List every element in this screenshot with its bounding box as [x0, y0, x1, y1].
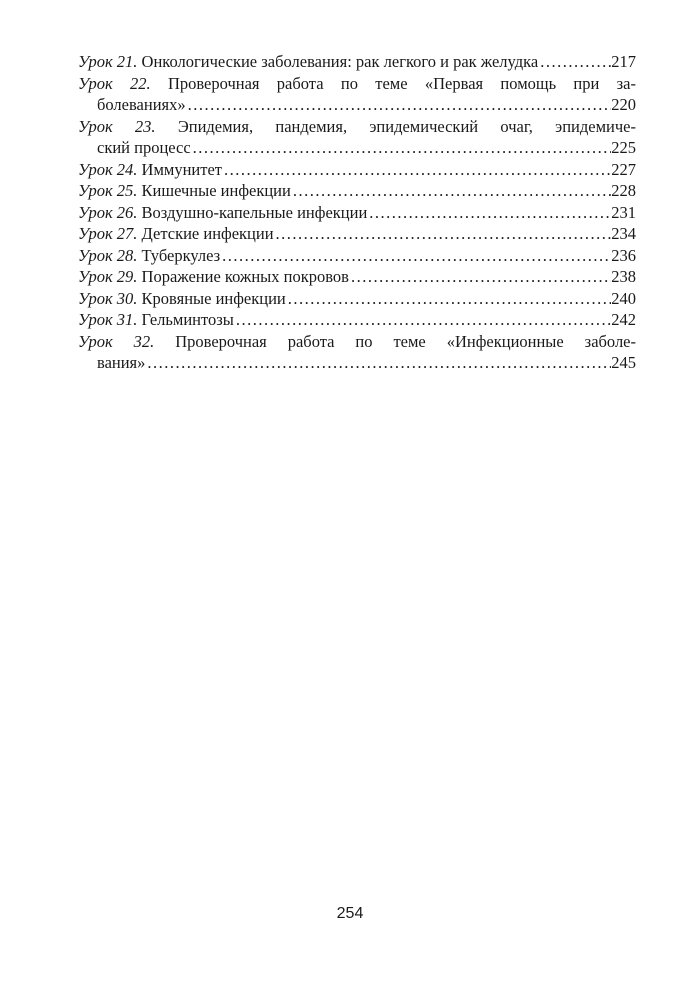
lesson-title: Иммунитет: [141, 159, 223, 179]
dot-leader: [540, 51, 611, 73]
lesson-label: Урок 21.: [78, 52, 138, 71]
page-number: 254: [336, 905, 364, 922]
dot-leader: [293, 180, 611, 202]
lesson-title-line1: Эпидемия, пандемия, эпидемический очаг, эпидемиче-: [177, 116, 636, 136]
toc-page-number: 245: [611, 353, 636, 372]
toc-entry: [78, 116, 636, 138]
toc-page-number: 231: [611, 202, 636, 222]
lesson-title: Воздушно-капельные инфекции: [141, 202, 368, 222]
toc-list: [78, 51, 636, 374]
lesson-title-line1: Проверочная работа по теме «Первая помощь при за-: [167, 73, 636, 93]
lesson-label: Урок 23.: [78, 116, 156, 136]
lesson-label: Урок 25.: [78, 181, 138, 200]
dot-leader: [147, 352, 611, 374]
dot-leader: [224, 159, 611, 181]
lesson-title: Онкологические заболевания: рак легкого и рак желудка: [141, 52, 539, 71]
toc-page-number: 227: [611, 159, 636, 179]
dot-leader: [193, 137, 612, 159]
lesson-label: Урок 32.: [78, 331, 155, 351]
lesson-title: Кишечные инфекции: [141, 181, 291, 200]
lesson-label: Урок 30.: [78, 288, 138, 308]
toc-entry: [78, 288, 636, 310]
lesson-title: Поражение кожных покровов: [141, 267, 349, 286]
lesson-title: Гельминтозы: [141, 310, 234, 329]
dot-leader: [276, 223, 612, 245]
lesson-label: Урок 29.: [78, 267, 138, 286]
toc-page-number: 236: [611, 245, 636, 265]
toc-page-number: 228: [611, 181, 636, 200]
lesson-label: Урок 24.: [78, 159, 138, 179]
dot-leader: [288, 288, 611, 310]
lesson-title-line2: болеваниях»: [97, 95, 186, 114]
lesson-title-line2: вания»: [97, 353, 146, 372]
toc-entry: [78, 245, 636, 267]
lesson-label: Урок 26.: [78, 202, 138, 222]
toc-entry: [78, 223, 636, 245]
toc-page-number: 234: [611, 224, 636, 243]
dot-leader: [236, 309, 611, 331]
lesson-label: Урок 28.: [78, 245, 138, 265]
toc-page-number: 240: [611, 288, 636, 308]
dot-leader: [351, 266, 611, 288]
lesson-title: Кровяные инфекции: [141, 288, 286, 308]
lesson-title-line1: Проверочная работа по теме «Инфекционные заболе-: [175, 331, 636, 351]
toc-entry: [78, 309, 636, 331]
toc-entry-continuation: [78, 352, 636, 374]
toc-page-number: 217: [611, 52, 636, 71]
toc-page-number: 220: [611, 95, 636, 114]
lesson-title: Детские инфекции: [141, 224, 274, 243]
toc-entry: [78, 73, 636, 95]
toc-page-number: 242: [611, 310, 636, 329]
lesson-label: Урок 22.: [78, 73, 151, 93]
toc-entry: [78, 331, 636, 353]
toc-entry-continuation: [78, 137, 636, 159]
toc-entry-continuation: [78, 94, 636, 116]
toc-entry: [78, 51, 636, 73]
dot-leader: [222, 245, 611, 267]
lesson-title: Туберкулез: [141, 245, 221, 265]
toc-page-number: 225: [611, 138, 636, 157]
dot-leader: [188, 94, 612, 116]
lesson-title-line2: ский процесс: [97, 138, 191, 157]
toc-entry: [78, 266, 636, 288]
toc-entry: [78, 159, 636, 181]
dot-leader: [369, 202, 611, 224]
lesson-label: Урок 27.: [78, 224, 138, 243]
toc-entry: [78, 180, 636, 202]
lesson-label: Урок 31.: [78, 310, 138, 329]
toc-entry: [78, 202, 636, 224]
toc-page-number: 238: [611, 267, 636, 286]
